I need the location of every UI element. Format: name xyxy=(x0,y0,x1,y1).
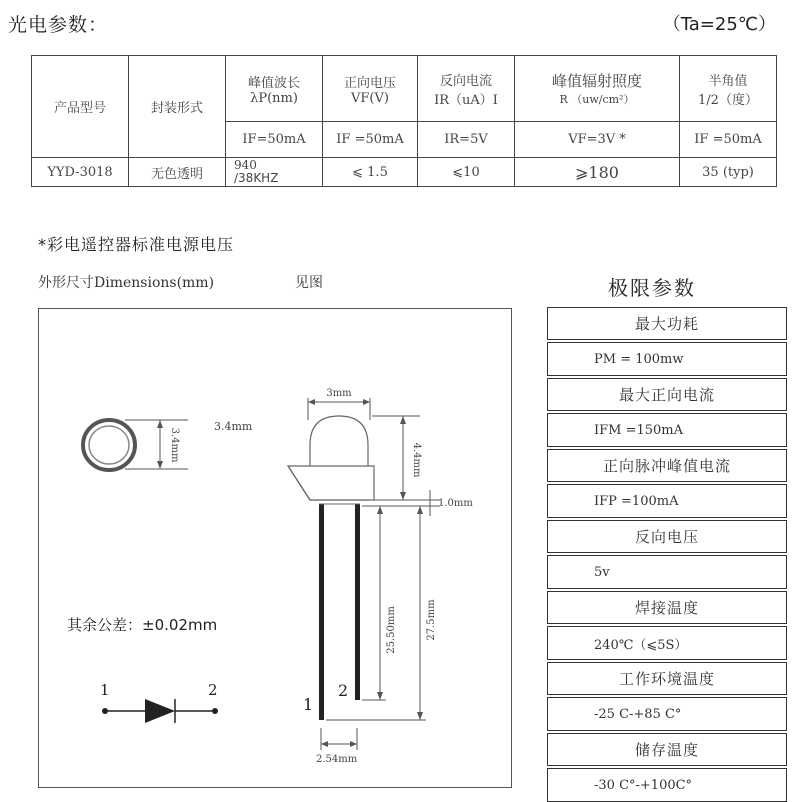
limit-heading: 焊接温度 xyxy=(547,591,787,624)
dim-flange: 1.0mm xyxy=(438,498,473,509)
dim-top-diameter: 3.4mm xyxy=(214,420,253,433)
limits-title: 极限参数 xyxy=(608,276,696,300)
limit-heading: 最大功耗 xyxy=(547,307,787,340)
limit-value: -25 C-+85 C° xyxy=(547,697,787,731)
dim-short-lead: 25.50mm xyxy=(386,606,397,654)
diode-symbol xyxy=(100,681,218,723)
cond-forward: IF =50mA xyxy=(323,122,418,158)
package-value: 无色透明 xyxy=(129,158,226,187)
dim-top-diameter-vertical: 3.4mm xyxy=(169,427,180,463)
limit-value: PM = 100mw xyxy=(547,342,787,376)
limit-value: IFP =100mA xyxy=(547,484,787,518)
cond-reverse: IR=5V xyxy=(418,122,515,158)
header-reverse-current: 反向电流 IR（uA）I xyxy=(418,56,515,122)
header-forward-voltage: 正向电压 VF(V) xyxy=(323,56,418,122)
dim-pin-pitch: 2.54mm xyxy=(316,754,358,765)
half-angle-value: 35 (typ) xyxy=(680,158,777,187)
dim-body-width: 3mm xyxy=(326,388,352,399)
dim-long-lead: 27.5mm xyxy=(426,599,437,641)
cond-half-angle: IF =50mA xyxy=(680,122,777,158)
limit-value: IFM =150mA xyxy=(547,413,787,447)
pin-2-label: 2 xyxy=(338,681,349,700)
cond-radiance: VF=3V * xyxy=(515,122,680,158)
led-side-view xyxy=(288,388,473,765)
limit-heading: 正向脉冲峰值电流 xyxy=(547,449,787,482)
header-model: 产品型号 xyxy=(32,56,129,158)
forward-voltage-value: ⩽ 1.5 xyxy=(323,158,418,187)
diode-cathode-label: 2 xyxy=(208,681,218,699)
dimensions-label: 外形尺寸Dimensions(mm) xyxy=(38,275,215,291)
reverse-current-value: ⩽10 xyxy=(418,158,515,187)
led-top-view xyxy=(83,420,188,470)
section-title: 光电参数： xyxy=(8,14,109,36)
dimensions-see: 见图 xyxy=(295,275,323,291)
limit-value: -30 C°-+100C° xyxy=(547,768,787,802)
cond-peak: IF=50mA xyxy=(226,122,323,158)
limit-value: 5v xyxy=(547,555,787,589)
diode-anode-label: 1 xyxy=(100,681,110,699)
header-half-angle: 半角值 1/2（度） xyxy=(680,56,777,122)
limit-heading: 工作环境温度 xyxy=(547,662,787,695)
header-radiance: 峰值辐射照度 R （uw/cm²） xyxy=(515,56,680,122)
limit-value: 240℃（⩽5S） xyxy=(547,626,787,660)
standard-voltage-note: *彩电遥控器标准电源电压 xyxy=(38,235,235,254)
pin-1-label: 1 xyxy=(303,695,314,714)
tolerance-note: 其余公差：±0.02mm xyxy=(67,616,218,634)
dim-body-height: 4.4mm xyxy=(411,442,422,478)
header-package: 封装形式 xyxy=(129,56,226,158)
ambient-temperature: （Ta=25℃） xyxy=(662,14,776,35)
radiance-value: ⩾180 xyxy=(515,158,680,187)
limit-heading: 储存温度 xyxy=(547,733,787,766)
limit-heading: 反向电压 xyxy=(547,520,787,553)
limit-heading: 最大正向电流 xyxy=(547,378,787,411)
header-peak-wavelength: 峰值波长 λP(nm) xyxy=(226,56,323,122)
wavelength-value: 940 /38KHZ xyxy=(226,158,323,187)
model-value: YYD-3018 xyxy=(32,158,129,187)
